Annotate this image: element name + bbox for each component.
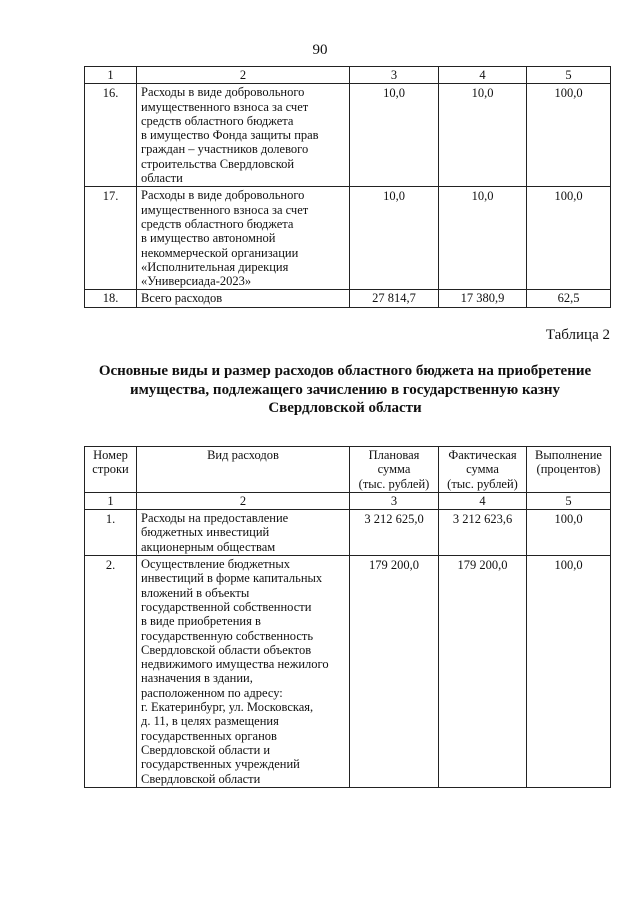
- completion-percent: 100,0: [527, 510, 611, 556]
- completion-percent: 62,5: [527, 290, 611, 307]
- table-row: [85, 556, 611, 788]
- row-number: 1.: [85, 510, 137, 556]
- description-line: назначения в здании,: [141, 671, 253, 686]
- table-title: [80, 362, 610, 418]
- header-line: (тыс. рублей): [358, 476, 430, 491]
- description-line: недвижимого имущества нежилого: [141, 657, 329, 672]
- table-caption: Таблица 2: [545, 327, 610, 343]
- expenses-table-continued: [84, 66, 611, 308]
- header-line: Плановая: [368, 448, 420, 462]
- header-row-number: [85, 447, 137, 493]
- column-number: 1: [85, 67, 137, 84]
- column-number: 5: [527, 67, 611, 84]
- planned-amount: 3 212 625,0: [350, 510, 439, 556]
- description-line: государственной собственности: [141, 599, 312, 614]
- description-line: Осуществление бюджетных: [141, 557, 290, 572]
- page-number: 90: [312, 42, 328, 58]
- column-number-row: [85, 67, 611, 84]
- planned-amount: 10,0: [350, 84, 439, 187]
- actual-amount: 10,0: [439, 187, 527, 290]
- row-number: 17.: [85, 187, 137, 290]
- description-line: средств областного бюджета: [141, 216, 294, 231]
- description-line: «Универсиада-2023»: [141, 274, 252, 289]
- planned-amount: 10,0: [350, 187, 439, 290]
- expense-description: [137, 510, 350, 556]
- actual-amount: 179 200,0: [439, 556, 527, 788]
- actual-amount: 3 212 623,6: [439, 510, 527, 556]
- description-line: бюджетных инвестиций: [141, 525, 270, 540]
- row-number: 18.: [85, 290, 137, 307]
- column-number: 1: [85, 492, 137, 509]
- description-line: государственных учреждений: [141, 757, 300, 772]
- header-line: Выполнение: [535, 448, 602, 462]
- expense-description: [137, 187, 350, 290]
- column-number: 4: [439, 67, 527, 84]
- description-line: имущественного взноса за счет: [141, 99, 309, 114]
- column-number: 3: [350, 492, 439, 509]
- table-row: [85, 84, 611, 187]
- description-line: имущественного взноса за счет: [141, 202, 309, 217]
- expense-description: [137, 84, 350, 187]
- description-line: государственных органов: [141, 728, 277, 743]
- row-number: 16.: [85, 84, 137, 187]
- table-title-line: Свердловской области: [268, 400, 422, 416]
- description-line: Расходы в виде добровольного: [141, 85, 305, 100]
- header-line: строки: [92, 462, 129, 477]
- actual-amount: 17 380,9: [439, 290, 527, 307]
- description-line: некоммерческой организации: [141, 245, 299, 260]
- description-line: вложений в объекты: [141, 585, 250, 600]
- description-line: в виде приобретения в: [141, 614, 261, 629]
- header-line: (процентов): [536, 462, 601, 477]
- expense-description: [137, 556, 350, 788]
- description-line: в имущество Фонда защиты прав: [141, 128, 319, 143]
- planned-amount: 27 814,7: [350, 290, 439, 307]
- actual-amount: 10,0: [439, 84, 527, 187]
- description-line: в имущество автономной: [141, 231, 276, 246]
- description-line: Расходы в виде добровольного: [141, 188, 305, 203]
- column-number: 4: [439, 492, 527, 509]
- header-completion: [527, 447, 611, 493]
- planned-amount: 179 200,0: [350, 556, 439, 788]
- header-planned-sum: [350, 447, 439, 493]
- column-number-row: [85, 492, 611, 509]
- description-line: «Исполнительная дирекция: [141, 259, 289, 274]
- table-row: [85, 187, 611, 290]
- expense-description: [137, 290, 350, 307]
- header-line: сумма: [466, 462, 499, 477]
- description-line: строительства Свердловской: [141, 156, 295, 171]
- description-line: д. 11, в целях размещения: [141, 714, 279, 729]
- description-line: расположенном по адресу:: [141, 685, 283, 700]
- column-number: 5: [527, 492, 611, 509]
- description-line: Расходы на предоставление: [141, 511, 289, 526]
- description-line: инвестиций в форме капитальных: [141, 571, 323, 586]
- header-line: сумма: [377, 462, 411, 477]
- header-line: Фактическая: [448, 448, 517, 462]
- header-expense-type: [137, 447, 350, 493]
- description-line: средств областного бюджета: [141, 113, 294, 128]
- property-expenses-table: [84, 446, 611, 788]
- row-number: 2.: [85, 556, 137, 788]
- description-line: области: [141, 171, 183, 186]
- table-title-line: имущества, подлежащего зачислению в государственную казну: [129, 381, 561, 398]
- description-line: акционерным обществам: [141, 539, 276, 554]
- total-row: [85, 290, 611, 307]
- description-line: Свердловской области: [141, 771, 261, 786]
- description-line: граждан – участников долевого: [141, 142, 309, 157]
- description-line: Всего расходов: [141, 291, 223, 306]
- header-line: (тыс. рублей): [447, 476, 518, 491]
- header-line: Номер: [93, 448, 128, 462]
- column-number: 2: [137, 492, 350, 509]
- column-number: 2: [137, 67, 350, 84]
- table-row: [85, 510, 611, 556]
- completion-percent: 100,0: [527, 556, 611, 788]
- header-row: [85, 447, 611, 493]
- completion-percent: 100,0: [527, 84, 611, 187]
- table-title-line: Основные виды и размер расходов областного бюджета на приобретение: [98, 363, 592, 379]
- header-actual-sum: [439, 447, 527, 493]
- description-line: Свердловской области объектов: [141, 642, 312, 657]
- header-line: Вид расходов: [207, 448, 279, 462]
- description-line: Свердловской области и: [141, 742, 271, 757]
- description-line: государственную собственность: [141, 628, 314, 643]
- description-line: г. Екатеринбург, ул. Московская,: [141, 700, 314, 715]
- column-number: 3: [350, 67, 439, 84]
- completion-percent: 100,0: [527, 187, 611, 290]
